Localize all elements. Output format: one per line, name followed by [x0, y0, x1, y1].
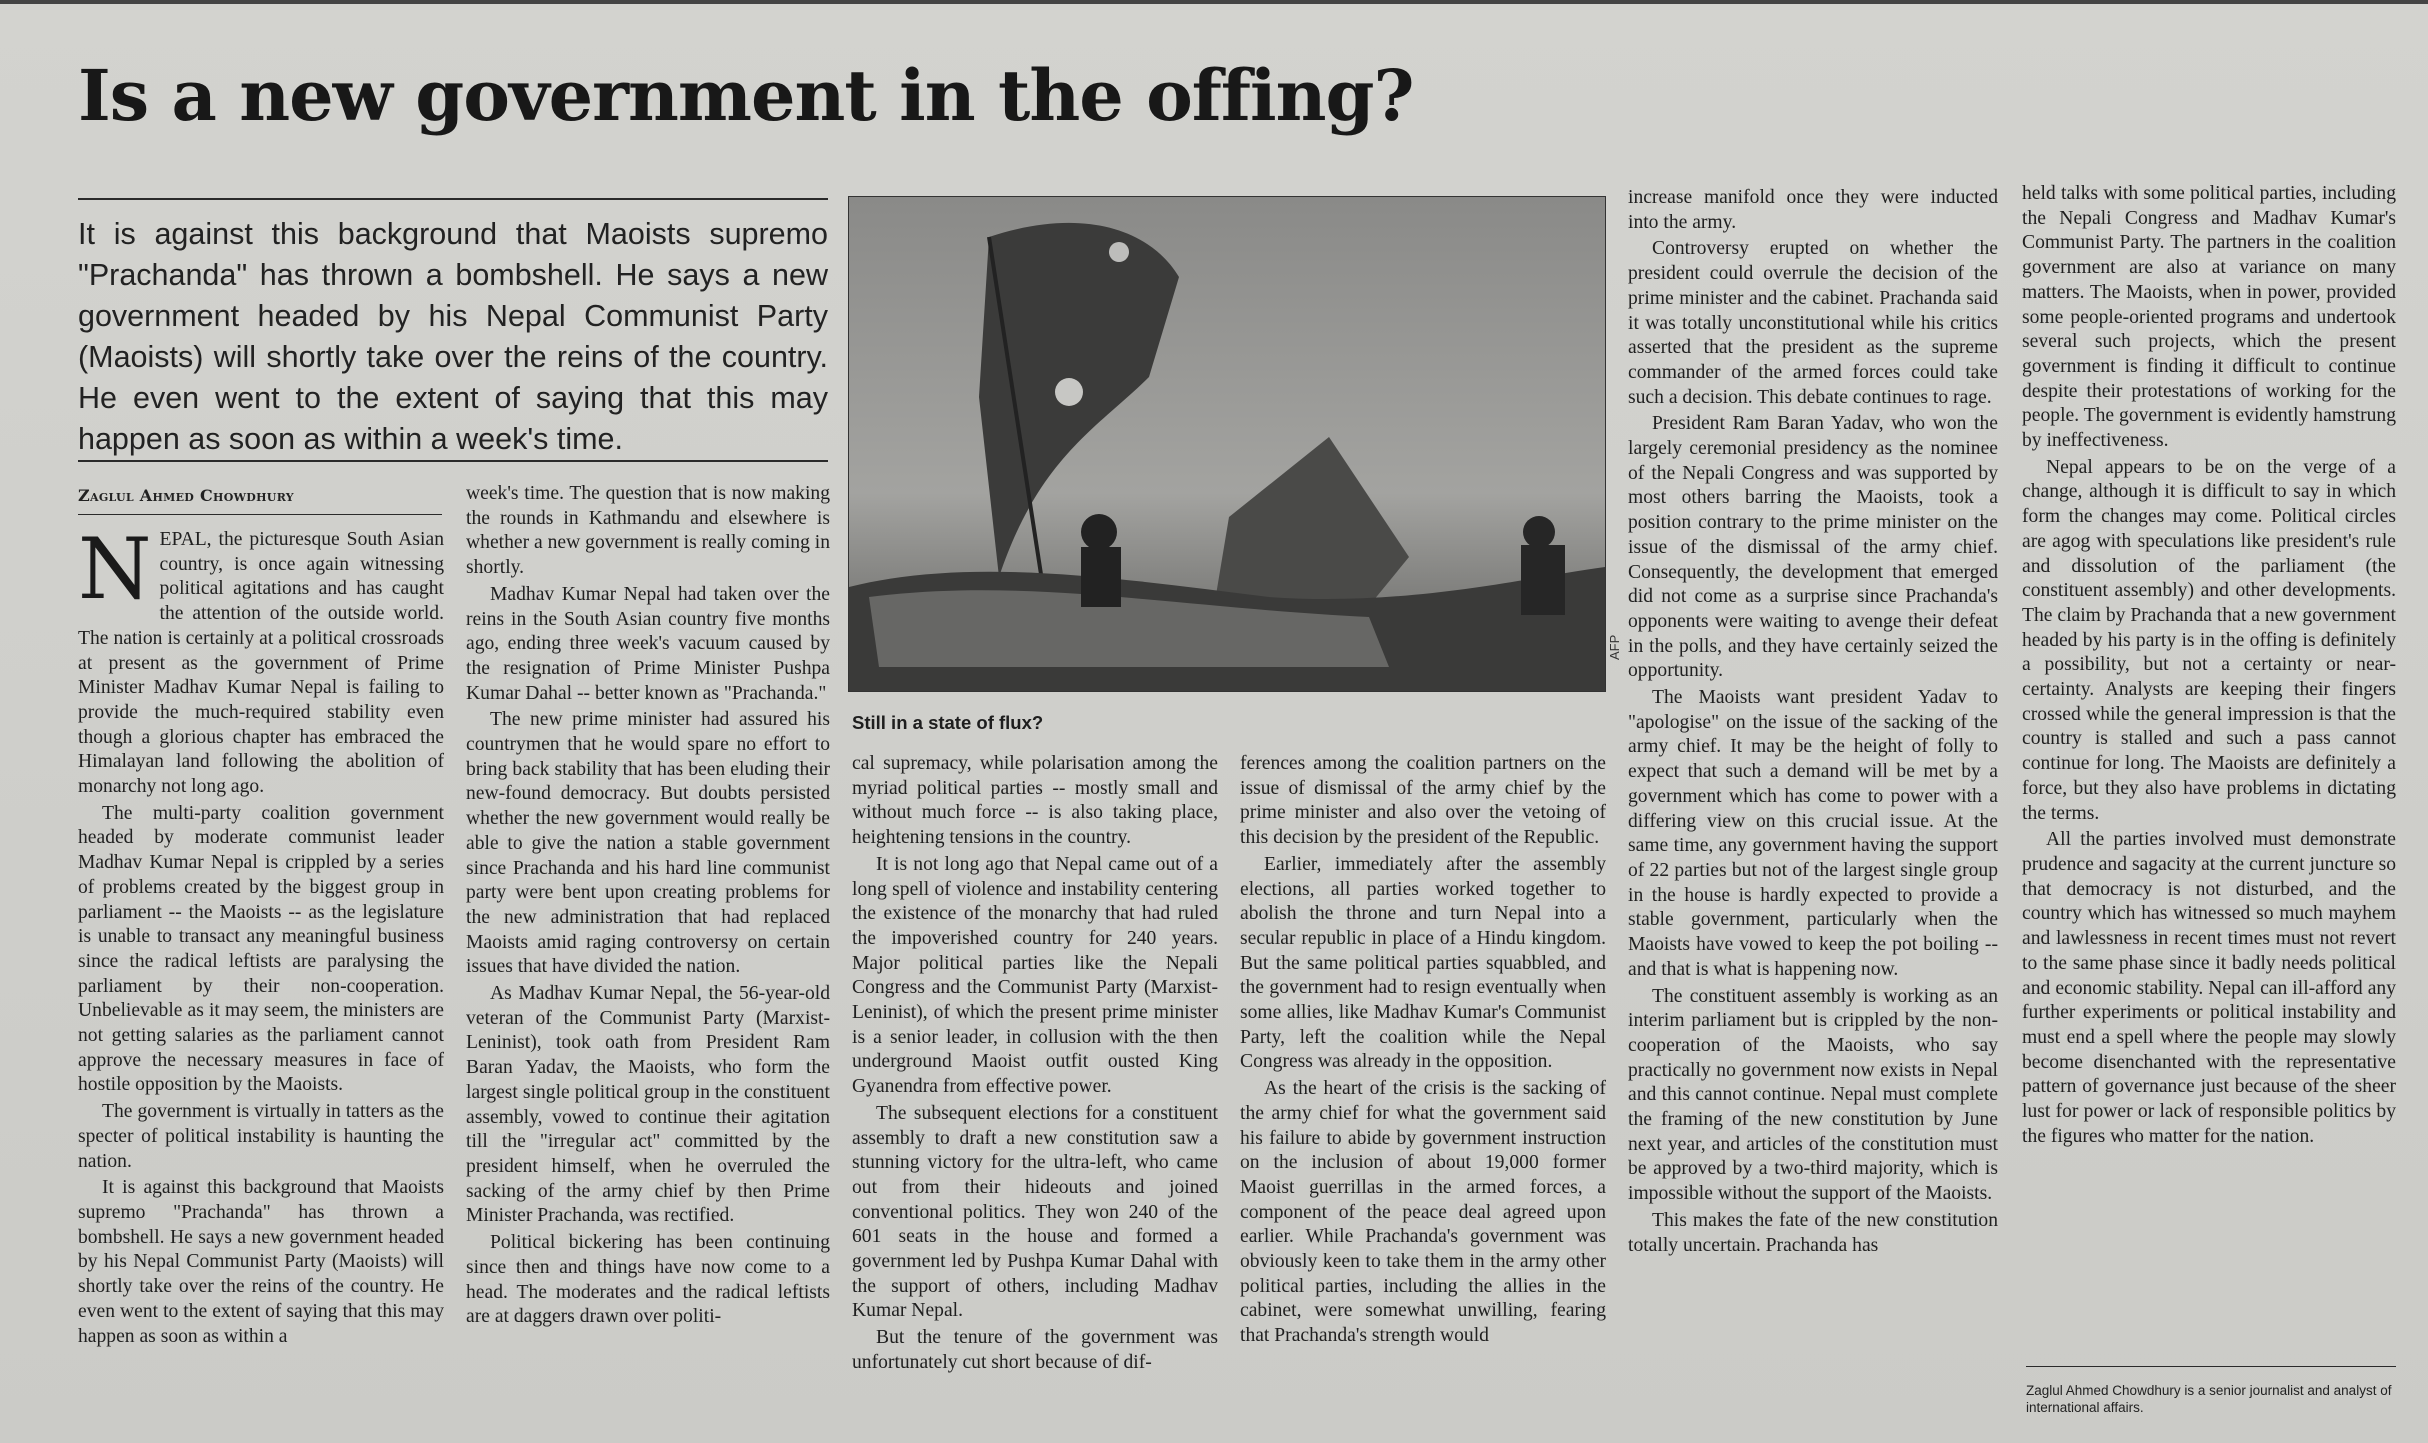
paragraph: As Madhav Kumar Nepal, the 56-year-old veteran of the Communist Party (Marxist-Leninist), took oath from President Ram Baran Yadav, the Maoists, who form the largest single political group in the constituent assembly, vowed to continue their agitation till the "irregular act" committed by the president himself, when he overruled the sacking of the army chief by then Prime Minister Prachanda, was rectified. — [466, 983, 830, 1227]
paragraph: President Ram Baran Yadav, who won the largely ceremonial presidency as the nominee of the Nepali Congress and was supported by most others barring the Maoists, took a position contrary to the prime minister on the issue of the dismissal of the army chief. Consequently, the development that emerged did not come as a surprise since Prachanda's opponents were waiting to avenge their defeat in the polls, and they have certainly seized the opportunity. — [1628, 413, 1998, 682]
headline: Is a new government in the offing? — [78, 54, 1414, 137]
author-note: Zaglul Ahmed Chowdhury is a senior journalist and analyst of international affairs. — [2026, 1383, 2392, 1415]
paragraph: ferences among the coalition partners on the issue of dismissal of the army chief by the prime minister and also over the vetoing of this decision by the president of the Republic. — [1240, 753, 1606, 849]
paragraph: This makes the fate of the new constitution totally uncertain. Prachanda has — [1628, 1209, 1998, 1256]
paragraph: As the heart of the crisis is the sacking of the army chief for what the government said his failure to abide by government instruction on the inclusion of about 19,000 former Maoist guerrillas in the armed forces, a component of the peace deal agreed upon earlier. While Prachanda's government was obviously keen to take them in the army other political parties, including the allies in the cabinet, were somewhat unwilling, fearing that Prachanda's strength would — [1240, 1078, 1606, 1347]
column-6 — [2022, 182, 2396, 1362]
paragraph: The government is virtually in tatters as the specter of political instability is haunting the nation. — [78, 1101, 444, 1172]
paragraph: The constituent assembly is working as an interim parliament but is crippled by the non-cooperation of the Maoists, who say practically no government now exists in Nepal and this cannot continue. Nepal must complete the framing of the new constitution by June next year, and articles of the constitution must be approved by a two-third majority, which is impossible without the support of the Maoists. — [1628, 985, 1998, 1205]
paragraph: The subsequent elections for a constituent assembly to draft a new constitution saw a stunning victory for the ultra-left, who came out from their hideouts and joined conventional politics. They won 240 of the 601 seats in the house and formed a government led by Pushpa Kumar Dahal with the support of others, including Madhav Kumar Nepal. — [852, 1102, 1218, 1322]
paragraph: The new prime minister had assured his countrymen that he would spare no effort to bring back stability that has been eluding their new-found democracy. But doubts persisted whether the new government would really be able to give the nation a stable government since Prachanda and his hard line communist party were bent upon creating problems for the new administration that had replaced Maoists amid raging controversy on certain issues that have divided the nation. — [466, 709, 830, 978]
column-1 — [78, 528, 444, 1428]
news-photo — [848, 196, 1606, 692]
paragraph: Political bickering has been continuing since then and things have now come to a head. The moderates and the radical leftists are at daggers drawn over politi- — [466, 1232, 830, 1328]
paragraph: Nepal appears to be on the verge of a change, although it is difficult to say in which form the changes may come. Political circles are agog with speculations like president's rule and dissolution of the parliament (the constituent assembly) and other developments. The claim by Prachanda that a new government headed by his party is in the offing is definitely a possibility, but not a certainty or near-certainty. Analysts are keeping their fingers crossed while the general impression is that the country is stalled and such a pass cannot continue for long. The Maoists are definitely a force, but they also have problems in dictating the terms. — [2022, 456, 2396, 824]
paragraph: increase manifold once they were inducted into the army. — [1628, 187, 1998, 233]
paragraph: All the parties involved must demonstrate prudence and sagacity at the current juncture so that democracy is not disturbed, and the country which has witnessed so much mayhem and lawlessness in recent times must not revert to the same phase since it badly needs political and economic stability. Nepal can ill-afford any further experiments or political instability and must end a spell where the people may slowly become disenchanted with the representative pattern of governance just because of the sheer lust for power or lack of responsible politics by the figures who matter for the nation. — [2022, 829, 2396, 1147]
paragraph: held talks with some political parties, including the Nepali Congress and Madhav Kumar's Communist Party. The partners in the coalition government are also at variance on many matters. The Maoists, when in power, provided some people-oriented programs and undertook several such projects, which the present government is finding it difficult to continue despite their protestations of working for the people. The government is evidently hamstrung by ineffectiveness. — [2022, 183, 2396, 452]
column-4 — [1240, 752, 1606, 1428]
paragraph: week's time. The question that is now making the rounds in Kathmandu and elsewhere is whether a new government is really coming in shortly. — [466, 483, 830, 579]
photo-caption: Still in a state of flux? — [852, 712, 1044, 733]
byline-rule — [78, 514, 442, 515]
dropcap: N — [78, 528, 152, 618]
paragraph: EPAL, the picturesque South Asian country, is once again witnessing political agitations and has caught the attention of the outside world. The nation is certainly at a political crossroads at present as the government of Prime Minister Madhav Kumar Nepal is failing to provide the much-required stability even though a glorious chapter has embraced the Himalayan land following the abolition of monarchy not long ago. — [78, 529, 444, 798]
pullquote-top-rule — [78, 198, 828, 200]
paragraph: It is against this background that Maoists supremo "Prachanda" has thrown a bombshell. He says a new government headed by his Nepal Communist Party (Maoists) will shortly take over the reins of the country. He even went to the extent of saying that this may happen as soon as within a — [78, 1177, 444, 1347]
photo-credit: AFP — [1607, 634, 1622, 660]
paragraph: cal supremacy, while polarisation among the myriad political parties -- mostly small and without much force -- is also taking place, heightening tensions in the country. — [852, 753, 1218, 849]
pullquote: It is against this background that Maoists supremo "Prachanda" has thrown a bombshell. He says a new government headed by his Nepal Communist Party (Maoists) will shortly take over the reins of the country. He even went to the extent of saying that this may happen as soon as within a week's time. — [78, 217, 828, 456]
paragraph: It is not long ago that Nepal came out of a long spell of violence and instability centering the existence of the monarchy that had ruled the impoverished country for 240 years. Major political parties like the Nepali Congress and the Communist Party (Marxist-Leninist), of which the present prime minister is a senior leader, in collusion with the then underground Maoist outfit ousted King Gyanendra from effective power. — [852, 853, 1218, 1098]
paragraph: But the tenure of the government was unfortunately cut short because of dif- — [852, 1327, 1218, 1373]
flag-protest-image — [849, 197, 1605, 691]
paragraph: The multi-party coalition government headed by moderate communist leader Madhav Kumar Nepal is crippled by a series of problems created by the biggest group in parliament -- the Maoists -- as the legislature is unable to transact any meaningful business since the radical leftists are paralysing the parliament by their non-cooperation. Unbelievable as it may seem, the ministers are not getting salaries as the parliament cannot approve the necessary measures in face of hostile opposition by the Maoists. — [78, 802, 444, 1096]
paragraph: Earlier, immediately after the assembly elections, all parties worked together to abolish the throne and turn Nepal into a secular republic in place of a Hindu kingdom. But the same political parties squabbled, and the government had to resign eventually when some allies, like Madhav Kumar's Communist Party, left the coalition while the Nepal Congress was already in the opposition. — [1240, 853, 1606, 1073]
paragraph: The Maoists want president Yadav to "apologise" on the issue of the sacking of the army chief. It may be the height of folly to expect that such a demand will be met by a government which has come to power with a differing view on this crucial issue. At the same time, any government having the support of 22 parties but not of the largest single group in the house is hardly expected to provide a stable government, particularly when the Maoists have vowed to keep the pot boiling -- and that is what is happening now. — [1628, 687, 1998, 980]
paragraph: Madhav Kumar Nepal had taken over the reins in the South Asian country five months ago, ending three week's vacuum caused by the resignation of Prime Minister Pushpa Kumar Dahal -- better known as "Prachanda." — [466, 583, 830, 704]
byline: Zaglul Ahmed Chowdhury — [78, 486, 294, 505]
author-note-rule — [2026, 1366, 2396, 1367]
top-border — [0, 0, 2428, 4]
column-3 — [852, 752, 1218, 1428]
column-5 — [1628, 186, 1998, 1428]
column-2 — [466, 482, 830, 1428]
paragraph: Controversy erupted on whether the president could overrule the decision of the prime minister and the cabinet. Prachanda said it was totally unconstitutional while his critics asserted that the president as the supreme commander of the armed forces could take such a decision. This debate continues to rage. — [1628, 238, 1998, 408]
pullquote-bottom-rule — [78, 460, 828, 462]
